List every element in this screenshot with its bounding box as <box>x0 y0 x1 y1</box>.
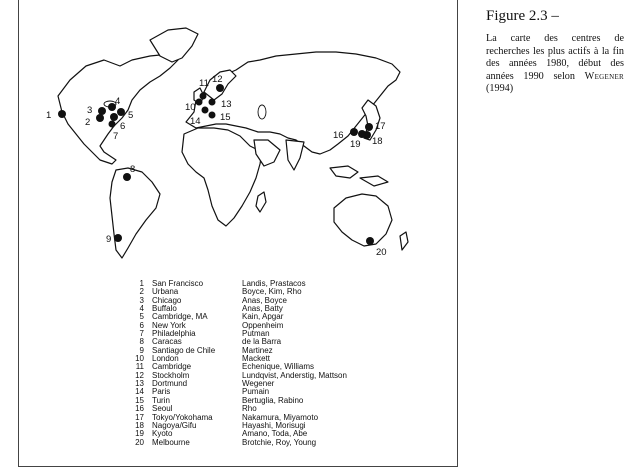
legend-city: Stockholm <box>152 370 190 380</box>
site-label: 13 <box>221 99 232 110</box>
legend-city: Kyoto <box>152 429 173 439</box>
legend-number: 17 <box>135 412 144 422</box>
legend-number: 12 <box>135 370 144 380</box>
site-label: 11 <box>199 78 209 89</box>
site-label: 4 <box>115 96 121 107</box>
legend-authors: Echenique, Williams <box>242 362 315 372</box>
legend-number: 18 <box>135 420 144 430</box>
legend-number: 9 <box>139 345 144 355</box>
legend-authors: Boyce, Kim, Rho <box>242 287 302 297</box>
site-label: 12 <box>212 74 223 85</box>
legend-number: 4 <box>139 304 144 314</box>
site-marker-11 <box>200 93 207 100</box>
site-marker-2 <box>96 114 104 122</box>
legend-number: 20 <box>135 437 144 447</box>
caption-year: (1994) <box>486 83 514 95</box>
site-label: 18 <box>372 136 383 147</box>
legend-authors: Anas, Batty <box>242 304 283 314</box>
site-label: 8 <box>130 164 136 175</box>
legend-city: Cambridge, MA <box>152 312 208 322</box>
legend-city: Santiago de Chile <box>152 345 216 355</box>
legend-authors: Hayashi, Morisugi <box>242 420 306 430</box>
legend-number: 16 <box>135 404 144 414</box>
site-marker-3 <box>98 107 106 115</box>
legend-city: Melbourne <box>152 437 190 447</box>
site-marker-10 <box>196 99 203 106</box>
site-label: 14 <box>190 116 201 127</box>
india <box>286 140 304 170</box>
legend-number: 5 <box>139 312 144 322</box>
site-label: 5 <box>128 110 134 121</box>
legend-number: 6 <box>139 320 144 330</box>
legend-authors: Bertuglia, Rabino <box>242 395 304 405</box>
australia <box>334 194 392 246</box>
legend-row <box>126 439 436 447</box>
caption-author: Wegener <box>584 70 624 82</box>
legend-city: Philadelphia <box>152 329 196 339</box>
legend-number: 15 <box>135 395 144 405</box>
legend-number: 19 <box>135 429 144 439</box>
legend-authors: Wegener <box>242 379 275 389</box>
legend-number: 8 <box>139 337 144 347</box>
legend-city: Caracas <box>152 337 182 347</box>
caption-text <box>486 33 624 96</box>
legend-authors: Lundqvist, Anderstig, Mattson <box>242 370 347 380</box>
legend-authors: Kain, Apgar <box>242 312 284 322</box>
site-label: 17 <box>375 121 386 132</box>
caspian-sea <box>258 105 266 119</box>
site-marker-16 <box>350 128 358 136</box>
legend-authors: Amano, Toda, Abe <box>242 429 308 439</box>
site-label: 7 <box>113 131 119 142</box>
madagascar <box>256 192 266 212</box>
legend-authors: Putman <box>242 329 270 339</box>
site-label: 2 <box>85 117 91 128</box>
legend-authors: Pumain <box>242 387 270 397</box>
legend-row <box>126 397 436 405</box>
legend-city: Buffalo <box>152 304 177 314</box>
site-label: 16 <box>333 130 344 141</box>
legend-authors: Landis, Prastacos <box>242 279 306 288</box>
legend-city: Urbana <box>152 287 179 297</box>
site-label: 10 <box>185 102 196 113</box>
legend-city: Seoul <box>152 404 173 414</box>
legend-authors: Anas, Boyce <box>242 295 287 305</box>
legend-authors: Martinez <box>242 345 273 355</box>
site-marker-19 <box>358 130 366 138</box>
legend-number: 3 <box>139 295 144 305</box>
site-marker-13 <box>209 99 216 106</box>
site-marker-17 <box>365 123 373 131</box>
legend-city: Paris <box>152 387 171 397</box>
site-marker-20 <box>366 237 374 245</box>
caption-body: La carte des centres de recherches les plus actifs à la fin des années 1980, début des années 1990 selon <box>486 33 624 82</box>
site-marker-15 <box>209 112 216 119</box>
legend-authors: Rho <box>242 404 257 414</box>
legend-authors: de la Barra <box>242 337 282 347</box>
legend-city: San Francisco <box>152 279 204 288</box>
site-marker-1 <box>58 110 66 118</box>
southeast-asian-islands <box>330 166 358 178</box>
legend-number: 7 <box>139 329 144 339</box>
north-america <box>58 54 178 164</box>
legend-authors: Nakamura, Miyamoto <box>242 412 319 422</box>
legend-number: 10 <box>135 354 144 364</box>
legend-city: Turin <box>152 395 170 405</box>
legend-city: New York <box>152 320 186 330</box>
site-label: 15 <box>220 112 231 123</box>
legend-city: Nagoya/Gifu <box>152 420 197 430</box>
legend-number: 14 <box>135 387 144 397</box>
legend-authors: Oppenheim <box>242 320 284 330</box>
africa <box>182 128 262 226</box>
site-marker-9 <box>114 234 122 242</box>
figure-caption <box>486 8 624 96</box>
legend-city: Tokyo/Yokohama <box>152 412 213 422</box>
figure-label: Figure 2.3 – <box>486 8 559 24</box>
legend-row <box>126 380 436 388</box>
site-marker-7 <box>109 121 116 128</box>
legend-number: 13 <box>135 379 144 389</box>
legend-city: Chicago <box>152 295 182 305</box>
legend-number: 2 <box>139 287 144 297</box>
legend-city: Cambridge <box>152 362 192 372</box>
site-label: 1 <box>46 110 52 121</box>
legend-city: Dortmund <box>152 379 188 389</box>
legend-authors: Brotchie, Roy, Young <box>242 437 317 447</box>
legend-number: 11 <box>135 362 144 372</box>
site-marker-5 <box>117 108 125 116</box>
site-label: 6 <box>120 121 126 132</box>
site-legend <box>126 280 436 447</box>
new-zealand <box>400 232 408 250</box>
new-guinea <box>360 176 388 186</box>
site-label: 19 <box>350 139 361 150</box>
site-label: 9 <box>106 234 112 245</box>
site-marker-14 <box>202 107 209 114</box>
legend-city: London <box>152 354 179 364</box>
site-marker-12 <box>216 84 224 92</box>
site-label: 3 <box>87 105 93 116</box>
legend-number: 1 <box>139 279 144 288</box>
legend-authors: Mackett <box>242 354 271 364</box>
site-label: 20 <box>376 247 387 258</box>
south-america <box>110 168 160 258</box>
site-marker-6 <box>110 113 118 121</box>
